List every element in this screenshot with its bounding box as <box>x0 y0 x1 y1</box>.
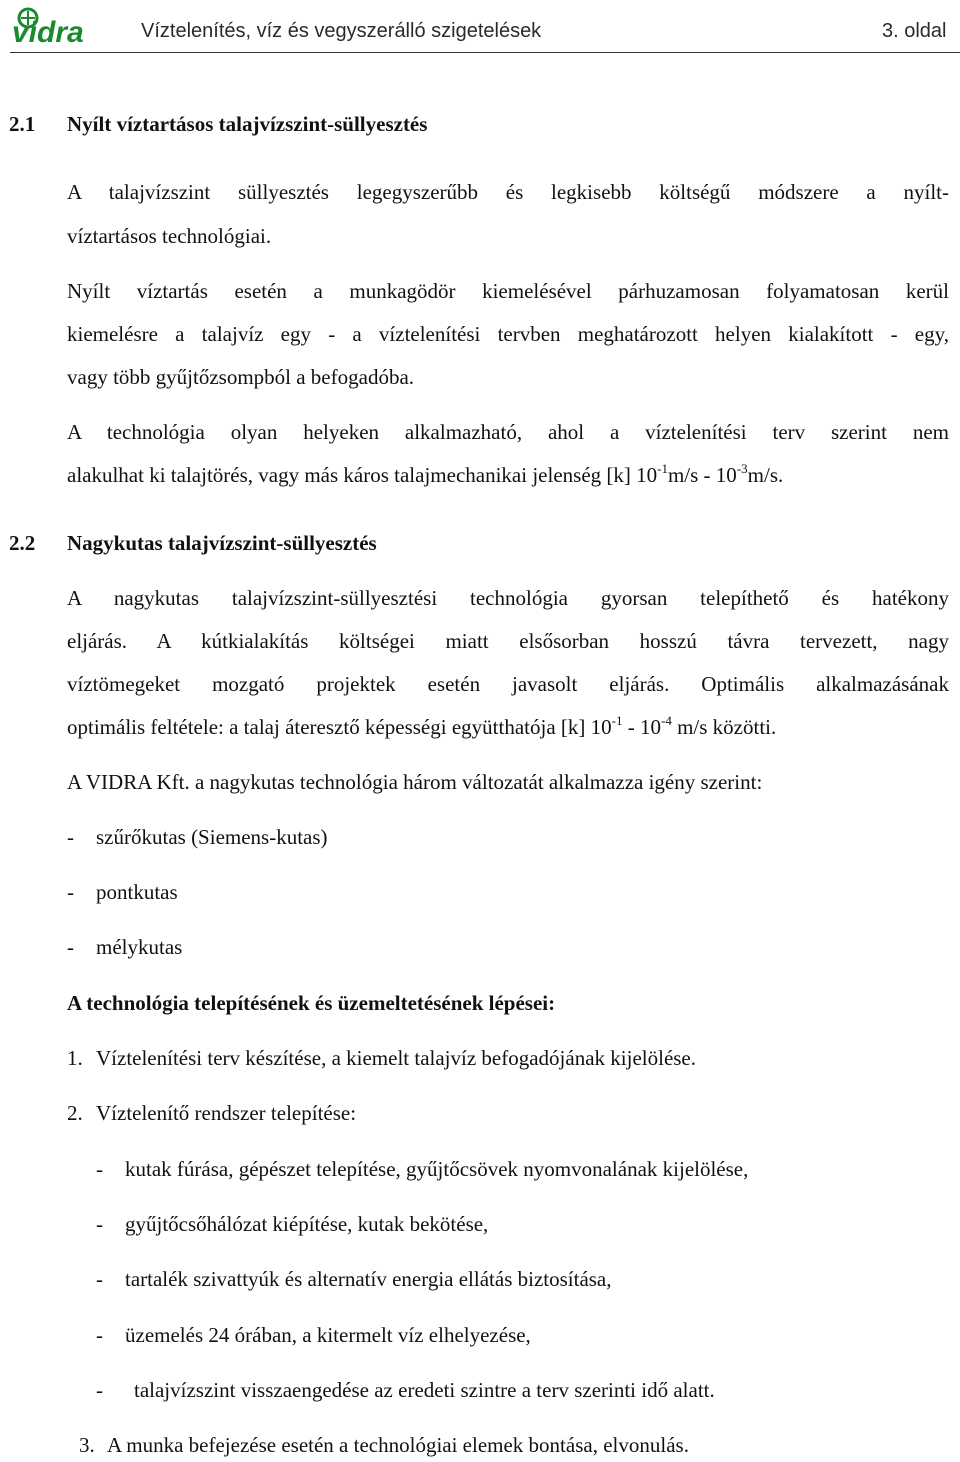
logo-text: vidra <box>12 16 84 46</box>
list-dash: - <box>96 1323 103 1347</box>
section-number: 2.1 <box>9 112 36 136</box>
steps-heading: A technológia telepítésének és üzemeltetésének lépései: <box>67 991 556 1015</box>
list-dash: - <box>96 1212 103 1236</box>
paragraph-line: A nagykutas talajvízszint-süllyesztési technológia gyorsan telepíthető és hatékony <box>67 586 949 610</box>
list-dash: - <box>67 825 74 849</box>
step-text: A munka befejezése esetén a technológiai elemek bontása, elvonulás. <box>107 1433 689 1457</box>
header-title: Víztelenítés, víz és vegyszerálló szigetelések <box>141 20 542 42</box>
paragraph-line: A VIDRA Kft. a nagykutas technológia három változatát alkalmazza igény szerint: <box>67 770 763 794</box>
step-text: Víztelenítő rendszer telepítése: <box>96 1101 357 1125</box>
paragraph-line: eljárás. A kútkialakítás költségei miatt elsősorban hosszú távra tervezett, nagy <box>67 629 949 653</box>
paragraph-line: víztartásos technológiai. <box>67 224 272 248</box>
step-number: 1. <box>67 1046 83 1070</box>
section-title: Nagykutas talajvízszint-süllyesztés <box>67 531 377 555</box>
paragraph-line: Nyílt víztartás esetén a munkagödör kiemelésével párhuzamosan folyamatosan kerül <box>67 279 949 303</box>
step-number: 3. <box>79 1433 95 1457</box>
vidra-logo <box>8 6 110 46</box>
header-divider <box>10 52 960 53</box>
list-item: talajvízszint visszaengedése az eredeti szintre a terv szerinti idő alatt. <box>134 1378 715 1402</box>
list-item: kutak fúrása, gépészet telepítése, gyűjtőcsövek nyomvonalának kijelölése, <box>125 1157 749 1181</box>
list-item: üzemelés 24 órában, a kitermelt víz elhelyezése, <box>125 1323 531 1347</box>
section-title: Nyílt víztartásos talajvízszint-süllyesztés <box>67 112 428 136</box>
paragraph-line: víztömegeket mozgató projektek esetén javasolt eljárás. Optimális alkalmazásának <box>67 672 949 696</box>
list-dash: - <box>96 1157 103 1181</box>
list-item: mélykutas <box>96 935 183 959</box>
paragraph-line: vagy több gyűjtőzsompból a befogadóba. <box>67 365 415 389</box>
paragraph-line: alakulhat ki talajtörés, vagy más káros talajmechanikai jelenség [k] $10^{-1}m/s - 10^{-3}m/s$. <box>67 461 784 487</box>
list-item: gyűjtőcsőhálózat kiépítése, kutak bekötése, <box>125 1212 489 1236</box>
list-item: tartalék szivattyúk és alternatív energia ellátás biztosítása, <box>125 1267 612 1291</box>
paragraph-line: A technológia olyan helyeken alkalmazható, ahol a víztelenítési terv szerint nem <box>67 420 949 444</box>
list-dash: - <box>67 935 74 959</box>
paragraph-line: optimális feltétele: a talaj áteresztő képességi együtthatója [k] $10^{-1} - 10^{-4}$ m/s közötti. <box>67 713 777 739</box>
section-number: 2.2 <box>9 531 36 555</box>
page-header <box>0 0 960 55</box>
list-item: szűrőkutas (Siemens-kutas) <box>96 825 328 849</box>
paragraph-line: A talajvízszint süllyesztés legegyszerűbb és legkisebb költségű módszere a nyílt- <box>67 180 949 204</box>
step-number: 2. <box>67 1101 83 1125</box>
list-dash: - <box>96 1378 103 1402</box>
list-dash: - <box>96 1267 103 1291</box>
list-item: pontkutas <box>96 880 178 904</box>
step-text: Víztelenítési terv készítése, a kiemelt talajvíz befogadójának kijelölése. <box>96 1046 697 1070</box>
page-number: 3. oldal <box>882 20 947 42</box>
paragraph-line: kiemelésre a talajvíz egy - a víztelenítési tervben meghatározott helyen kialakított - egy, <box>67 322 949 346</box>
list-dash: - <box>67 880 74 904</box>
